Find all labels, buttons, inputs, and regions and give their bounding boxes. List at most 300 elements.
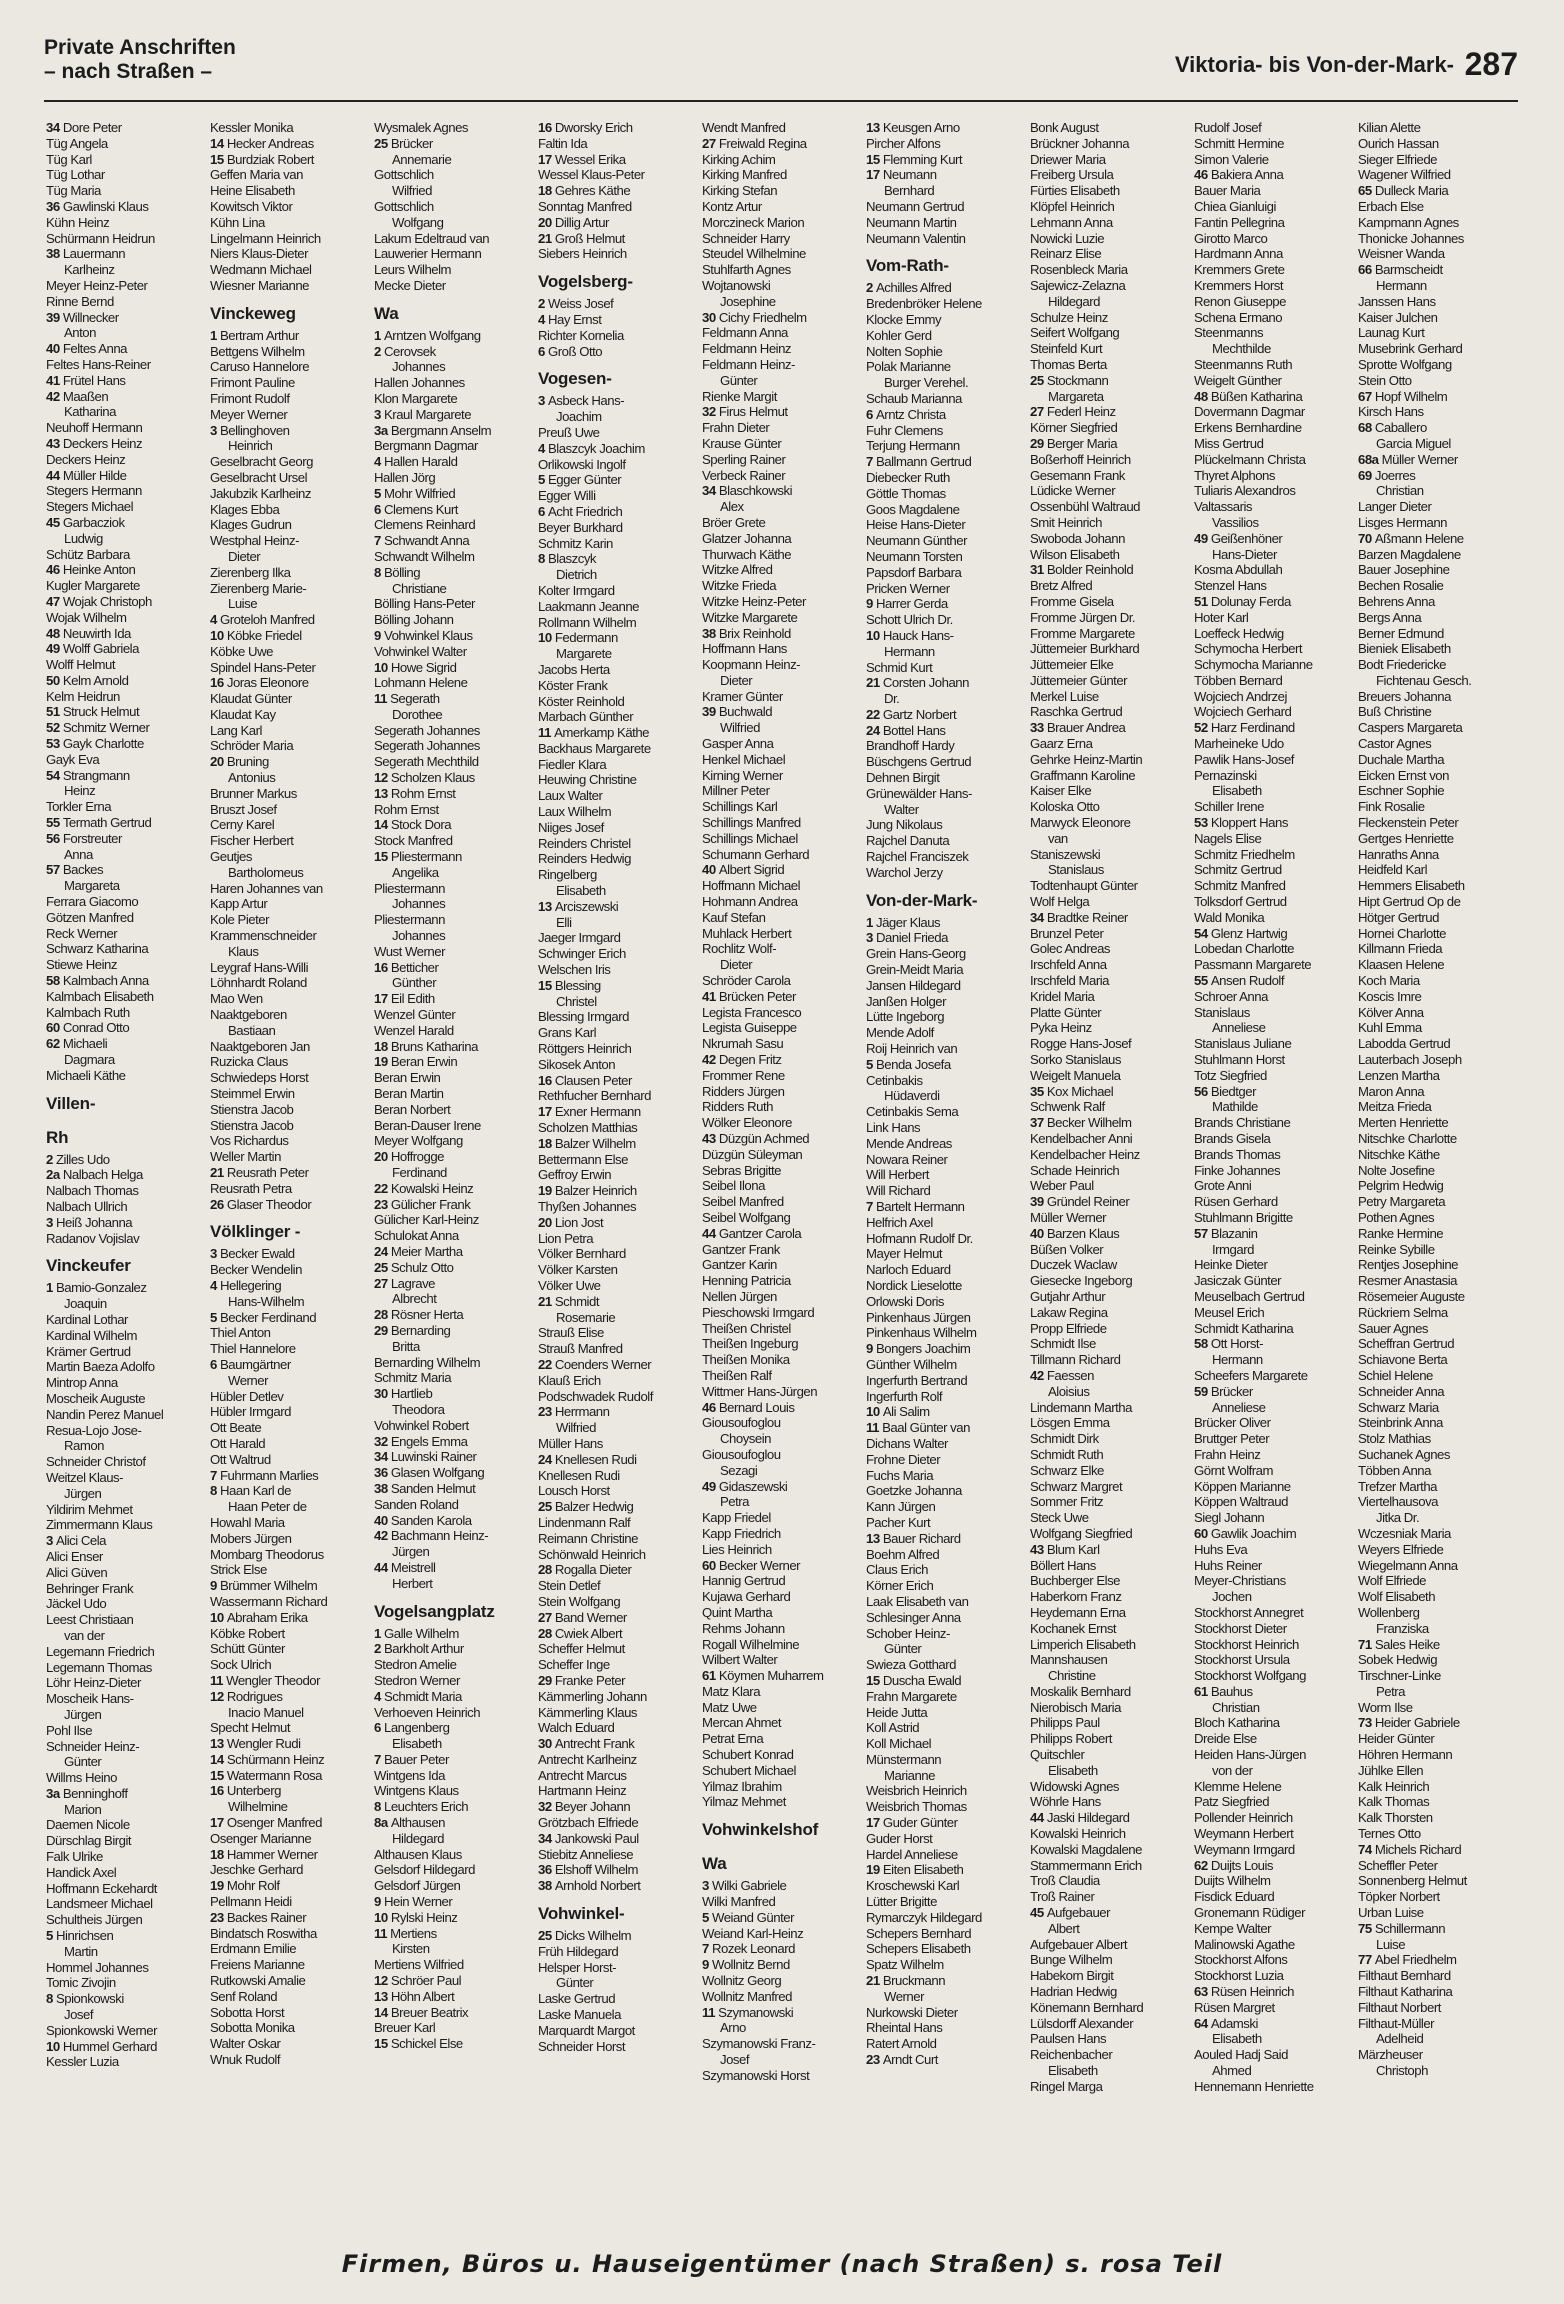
listing-entry: Geffroy Erwin [538, 1167, 612, 1183]
listing-entry: Müller Werner [1030, 1209, 1107, 1225]
listing-entry: Todtenhaupt Günter [1030, 878, 1138, 894]
listing-entry: Gehrke Heinz-Martin [1030, 751, 1143, 767]
house-number: 17 [374, 991, 391, 1007]
house-number: 18 [538, 183, 555, 199]
listing-entry: Sorko Stanislaus [1030, 1052, 1121, 1068]
listing-entry: Fiedler Klara [538, 756, 607, 772]
listing-entry: Pernazinski [1194, 767, 1257, 783]
listing-entry: 44 Jaski Hildegard [1030, 1810, 1130, 1826]
listing-entry: Orlowski Doris [866, 1293, 944, 1309]
listing-entry: Theißen Monika [702, 1352, 790, 1368]
listing-entry: Gronemann Rüdiger [1194, 1905, 1305, 1921]
listing-entry: Schröder Maria [210, 738, 294, 754]
listing-entry: Rohm Ernst [374, 801, 439, 817]
listing-entry: Sauer Agnes [1358, 1320, 1429, 1336]
listing-entry: Erkens Bernhardine [1194, 420, 1302, 436]
listing-entry: Faltin Ida [538, 135, 588, 151]
listing-entry: Schena Ermano [1194, 309, 1283, 325]
listing-entry: 66 Barmscheidt [1358, 262, 1443, 278]
listing-entry: Jasiczak Günter [1194, 1273, 1282, 1289]
house-number: 13 [538, 898, 555, 914]
listing-entry: 10 Howe Sigrid [374, 659, 457, 675]
house-number: 4 [210, 612, 220, 628]
listing-entry: Wiesner Marianne [210, 277, 310, 293]
listing-continuation: Christian [1212, 1699, 1260, 1715]
listing-entry: Lakaw Regina [1030, 1304, 1108, 1320]
house-number: 12 [210, 1688, 227, 1704]
house-number: 62 [46, 1036, 63, 1052]
listing-entry: Rheintal Hans [866, 2020, 943, 2036]
listing-continuation: Wilfried [392, 183, 432, 199]
listing-continuation: Elisabeth [1048, 2063, 1098, 2079]
listing-entry: 5 Becker Ferdinand [210, 1309, 317, 1325]
listing-entry: Ratert Arnold [866, 2036, 937, 2052]
listing-entry: Theißen Christel [702, 1320, 791, 1336]
listing-entry: Stammermann Erich [1030, 1857, 1142, 1873]
listing-entry: 29 Bernarding [374, 1322, 451, 1338]
listing-continuation: Hermann [1376, 277, 1427, 293]
listing-entry: Bölling Johann [374, 612, 454, 628]
listing-entry: Stockhorst Heinrich [1194, 1636, 1299, 1652]
house-number: 3 [702, 1878, 712, 1894]
listing-entry: Trefzer Martha [1358, 1478, 1437, 1494]
listing-entry: Hardmann Anna [1194, 246, 1283, 262]
listing-entry: Weisbrich Thomas [866, 1799, 967, 1815]
listing-continuation: Hans-Wilhelm [228, 1293, 305, 1309]
house-number: 43 [702, 1131, 719, 1146]
listing-entry: Thomas Berta [1030, 356, 1107, 372]
listing-entry: Schulokat Anna [374, 1228, 459, 1244]
listing-entry: Brückner Johanna [1030, 135, 1130, 151]
listing-entry: Fisdick Eduard [1194, 1889, 1275, 1905]
listing-entry: Mannshausen [1030, 1652, 1108, 1668]
house-number: 10 [210, 627, 227, 643]
house-number: 15 [210, 151, 227, 167]
listing-entry: Wolf Elfriede [1358, 1573, 1427, 1589]
listing-entry: Heydemann Erna [1030, 1604, 1126, 1620]
listing-entry: Gutjahr Arthur [1030, 1288, 1106, 1304]
listing-entry: 2 Weiss Josef [538, 296, 614, 312]
listing-entry: Lohmann Helene [374, 675, 468, 691]
listing-entry: Witzke Frieda [702, 578, 777, 594]
listing-entry: Heine Elisabeth [210, 183, 295, 199]
listing-entry: 1 Bamio-Gonzalez [46, 1280, 147, 1296]
listing-entry: Rochlitz Wolf- [702, 941, 777, 957]
listing-continuation: Theodora [392, 1401, 445, 1417]
listing-entry: Kridel Maria [1030, 988, 1095, 1004]
listing-entry: Neumann Valentin [866, 230, 966, 246]
listing-entry: 11 Baal Günter van [866, 1420, 970, 1436]
listing-continuation: Hermann [884, 643, 935, 659]
house-number: 2 [46, 1151, 56, 1167]
listing-entry: 4 Blaszcyk Joachim [538, 440, 645, 456]
listing-entry: Hübler Detlev [210, 1388, 284, 1404]
listing-entry: Lion Petra [538, 1230, 594, 1246]
listing-entry: Simon Valerie [1194, 151, 1269, 167]
listing-entry: Schade Heinrich [1030, 1162, 1120, 1178]
house-number: 9 [702, 1957, 712, 1973]
listing-entry: Meuselbach Gertrud [1194, 1288, 1305, 1304]
listing-entry: 12 Rodrigues [210, 1688, 283, 1704]
listing-entry: 17 Neumann [866, 167, 937, 183]
listing-entry: Filthaut Bernhard [1358, 1968, 1451, 1984]
listing-entry: Passmann Margarete [1194, 957, 1312, 973]
house-number: 13 [374, 1988, 391, 2004]
listing-entry: Duczek Waclaw [1030, 1257, 1117, 1273]
listing-entry: 3 Bellinghoven [210, 422, 290, 438]
listing-entry: 55 Termath Gertrud [46, 815, 152, 831]
listing-continuation: Albrecht [392, 1291, 437, 1307]
listing-entry: Beran Martin [374, 1086, 444, 1102]
listing-entry: Moscheik Hans- [46, 1691, 134, 1707]
listing-entry: Rollmann Wilhelm [538, 614, 637, 630]
listing-entry: Legemann Thomas [46, 1659, 152, 1675]
listing-entry: Müller Hans [538, 1435, 603, 1451]
listing-entry: Berner Edmund [1358, 625, 1444, 641]
listing-entry: 23 Herrmann [538, 1404, 610, 1420]
listing-entry: 20 Dillig Artur [538, 214, 609, 230]
listing-entry: Mende Adolf [866, 1025, 934, 1041]
listing-continuation: van [1048, 830, 1068, 846]
listing-entry: Kapp Friedel [702, 1510, 771, 1526]
listing-entry: Klocke Emmy [866, 311, 942, 327]
house-number: 15 [866, 1672, 883, 1688]
listing-entry: Jeschke Gerhard [210, 1862, 303, 1878]
listing-continuation: Wolfgang [392, 214, 444, 230]
house-number: 21 [538, 1293, 555, 1309]
listing-entry: Antrecht Marcus [538, 1767, 627, 1783]
house-number: 15 [374, 849, 391, 865]
listing-entry: Freiens Marianne [210, 1957, 305, 1973]
listing-entry: Schwarz Maria [1358, 1399, 1439, 1415]
house-number: 55 [1194, 973, 1211, 989]
listing-entry: Kampmann Agnes [1358, 214, 1459, 230]
listing-entry: Martin Baeza Adolfo [46, 1359, 155, 1375]
street-heading: Vohwinkel- [538, 1904, 625, 1924]
listing-entry: 14 Stock Dora [374, 817, 452, 833]
listing-entry: Heidfeld Karl [1358, 862, 1427, 878]
page-header [44, 36, 1518, 100]
listing-entry: Kühn Heinz [46, 214, 110, 230]
listing-entry: Lisges Hermann [1358, 514, 1448, 530]
listing-continuation: Günter [64, 1754, 102, 1770]
listing-entry: Hanraths Anna [1358, 846, 1439, 862]
listing-entry: Ruzicka Claus [210, 1054, 288, 1070]
listing-entry: 59 Brücker [1194, 1383, 1253, 1399]
listing-entry: Strauß Elise [538, 1325, 604, 1341]
listing-entry: Kardinal Lothar [46, 1311, 128, 1327]
listing-entry: Ridders Jürgen [702, 1083, 785, 1099]
listing-entry: 3a Benninghoff [46, 1785, 128, 1801]
listing-entry: Düzgün Süleyman [702, 1146, 803, 1162]
house-number: 3a [46, 1785, 63, 1801]
listing-entry: Bernarding Wilhelm [374, 1354, 481, 1370]
listing-continuation: Walter [884, 801, 919, 817]
listing-entry: Irschfeld Maria [1030, 973, 1109, 989]
listing-entry: Graffmann Karoline [1030, 767, 1136, 783]
listing-entry: Backhaus Margarete [538, 740, 651, 756]
listing-entry: Schürmann Heidrun [46, 230, 155, 246]
listing-entry: Sikosek Anton [538, 1056, 616, 1072]
listing-entry: Mercan Ahmet [702, 1715, 782, 1731]
house-number: 15 [210, 1767, 227, 1783]
house-number: 59 [1194, 1383, 1211, 1399]
listing-entry: Freiberg Ursula [1030, 167, 1114, 183]
listing-entry: Kremmers Horst [1194, 277, 1283, 293]
listing-entry: 14 Schürmann Heinz [210, 1751, 325, 1767]
listing-entry: Rückriem Selma [1358, 1304, 1448, 1320]
listing-continuation: Johannes [392, 928, 446, 944]
listing-entry: 58 Ott Horst- [1194, 1336, 1263, 1352]
listing-entry: Lousch Horst [538, 1483, 610, 1499]
listing-entry: 60 Conrad Otto [46, 1020, 130, 1036]
section-title-line2: – nach Straßen – [44, 60, 213, 83]
listing-entry: Matz Klara [702, 1683, 761, 1699]
house-number: 34 [702, 483, 719, 499]
house-number: 21 [866, 1973, 883, 1989]
listing-entry: Viertelhausova [1358, 1494, 1438, 1510]
listing-column [702, 120, 866, 2210]
listing-entry: Matz Uwe [702, 1699, 757, 1715]
listing-entry: Stegers Hermann [46, 483, 142, 499]
listing-entry: Wolfgang Siegfried [1030, 1525, 1133, 1541]
listing-entry: 13 Bauer Richard [866, 1530, 961, 1546]
listing-entry: Rogge Hans-Josef [1030, 1036, 1132, 1052]
listing-entry: 25 Schulz Otto [374, 1259, 454, 1275]
listing-entry: Hemmers Elisabeth [1358, 878, 1465, 894]
listing-continuation: Bastiaan [228, 1022, 276, 1038]
listing-continuation: Günter [556, 1975, 594, 1991]
listing-entry: 27 Federl Heinz [1030, 404, 1116, 420]
listing-entry: Reusrath Petra [210, 1180, 292, 1196]
listing-entry: 41 Brücken Peter [702, 988, 796, 1004]
listing-entry: Laux Walter [538, 788, 603, 804]
house-number: 13 [866, 120, 883, 135]
listing-entry: Wolff Helmut [46, 657, 115, 673]
listing-entry: Feldmann Heinz- [702, 356, 795, 372]
listing-entry: Stenzel Hans [1194, 578, 1267, 594]
listing-entry: Kowalski Heinrich [1030, 1826, 1126, 1842]
listing-entry: Nalbach Ullrich [46, 1199, 128, 1214]
listing-entry: Weigelt Günther [1194, 372, 1282, 388]
listing-entry: Weller Martin [210, 1149, 281, 1165]
listing-entry: Pacher Kurt [866, 1514, 931, 1530]
listing-entry: Wust Werner [374, 943, 445, 959]
house-number: 19 [866, 1862, 883, 1878]
house-number: 4 [374, 454, 384, 470]
listing-entry: Zierenberg Ilka [210, 564, 291, 580]
listing-continuation: Ahmed [1212, 2063, 1252, 2079]
listing-entry: 15 Watermann Rosa [210, 1767, 322, 1783]
listing-column [210, 120, 374, 2210]
listing-entry: Meitza Frieda [1358, 1099, 1432, 1115]
listing-entry: Stuhlmann Brigitte [1194, 1209, 1293, 1225]
listing-entry: Erbach Else [1358, 198, 1424, 214]
listing-continuation: Adelheid [1376, 2031, 1424, 2047]
listing-entry: 9 Wollnitz Bernd [702, 1957, 790, 1973]
listing-continuation: Anneliese [1212, 1020, 1266, 1036]
listing-entry: Schwarz Margret [1030, 1478, 1123, 1494]
listing-entry: Göttle Thomas [866, 485, 946, 501]
listing-entry: Tirschner-Linke [1358, 1668, 1441, 1684]
house-number: 49 [1194, 530, 1211, 546]
listing-entry: Troß Claudia [1030, 1873, 1100, 1889]
listing-entry: Mobers Jürgen [210, 1530, 292, 1546]
listing-entry: Sebras Brigitte [702, 1162, 781, 1178]
listing-continuation: Vassilios [1212, 514, 1259, 530]
listing-entry: Propp Elfriede [1030, 1320, 1107, 1336]
listing-entry: Jaeger Irmgard [538, 930, 621, 946]
listing-entry: Fleckenstein Peter [1358, 815, 1459, 831]
listing-entry: Thyßen Johannes [538, 1199, 637, 1214]
listing-entry: 6 Baumgärtner [210, 1356, 291, 1372]
listing-continuation: Margarete [556, 646, 612, 662]
listing-entry: Goetzke Johanna [866, 1483, 962, 1499]
listing-entry: Alici Enser [46, 1548, 103, 1564]
listing-entry: Tüg Karl [46, 151, 92, 167]
listing-entry: 13 Arciszewski [538, 898, 619, 914]
listing-entry: Diebecker Ruth [866, 469, 950, 485]
listing-entry: Köbke Robert [210, 1625, 285, 1641]
listing-entry: Koch Maria [1358, 973, 1420, 989]
listing-entry: 39 Gründel Reiner [1030, 1194, 1130, 1210]
listing-entry: 17 Wessel Erika [538, 151, 626, 167]
house-number: 5 [374, 485, 384, 501]
house-number: 57 [1194, 1225, 1211, 1241]
listing-entry: Ott Waltrud [210, 1451, 271, 1467]
listing-entry: Günther Wilhelm [866, 1356, 957, 1372]
listing-entry: Nolten Sophie [866, 343, 943, 359]
listing-entry: Schneider Anna [1358, 1383, 1445, 1399]
listing-entry: Jüttemeier Elke [1030, 657, 1114, 673]
listing-entry: Maron Anna [1358, 1083, 1425, 1099]
house-number: 68a [1358, 451, 1382, 467]
listing-entry: Lösgen Emma [1030, 1415, 1110, 1431]
listing-entry: Yilmaz Ibrahim [702, 1778, 782, 1794]
listing-entry: Aouled Hadj Said [1194, 2047, 1288, 2063]
listing-entry: 39 Buchwald [702, 704, 773, 720]
listing-continuation: Fichtenau Gesch. [1376, 672, 1472, 688]
listing-continuation: Hildegard [1048, 293, 1100, 309]
listing-entry: Weitzel Klaus- [46, 1469, 124, 1485]
listing-entry: Leygraf Hans-Willi [210, 959, 308, 975]
listing-entry: Steimmel Erwin [210, 1086, 295, 1102]
house-number: 7 [374, 533, 384, 549]
listing-entry: 9 Vohwinkel Klaus [374, 627, 473, 643]
listing-entry: Neumann Martin [866, 214, 957, 230]
listing-entry: Schmitz Karin [538, 535, 613, 551]
listing-entry: Pliestermann [374, 880, 445, 896]
listing-entry: Bauer Maria [1194, 183, 1261, 199]
listing-entry: Irschfeld Anna [1030, 957, 1107, 973]
house-number: 22 [538, 1356, 555, 1372]
listing-continuation: Joaquin [64, 1296, 107, 1312]
listing-entry: 11 Amerkamp Käthe [538, 725, 649, 741]
listing-entry: Gantzer Karin [702, 1257, 777, 1273]
house-number: 4 [374, 1688, 384, 1704]
listing-entry: 1 Jäger Klaus [866, 914, 941, 930]
listing-entry: 15 Blessing [538, 977, 601, 993]
listing-entry: Pinkenhaus Wilhelm [866, 1325, 977, 1341]
listing-entry: Aufgebauer Albert [1030, 1936, 1128, 1952]
listing-entry: Blessing Irmgard [538, 1009, 629, 1025]
listing-entry: Köbke Uwe [210, 643, 273, 659]
listing-entry: Hötger Gertrud [1358, 909, 1439, 925]
listing-entry: Frohne Dieter [866, 1451, 941, 1467]
listing-entry: Neumann Torsten [866, 548, 963, 564]
listing-entry: Fürties Elisabeth [1030, 183, 1120, 199]
house-number: 8 [210, 1483, 220, 1499]
house-number: 24 [538, 1451, 555, 1467]
listing-entry: Landsmeer Michael [46, 1896, 153, 1912]
listing-entry: 26 Glaser Theodor [210, 1196, 312, 1212]
listing-entry: Beran Erwin [374, 1070, 441, 1086]
listing-entry: Platte Günter [1030, 1004, 1102, 1020]
street-heading: Vom-Rath- [866, 256, 949, 276]
listing-entry: Brunner Markus [210, 785, 297, 801]
listing-entry: 5 Egger Günter [538, 472, 622, 488]
listing-entry: Scheffran Gertrud [1358, 1336, 1455, 1352]
listing-entry: Sobek Hedwig [1358, 1652, 1438, 1668]
listing-entry: 5 Mohr Wilfried [374, 485, 456, 501]
house-number: 45 [1030, 1905, 1047, 1921]
listing-entry: Kujawa Gerhard [702, 1589, 791, 1605]
house-number: 46 [1194, 167, 1211, 183]
house-number: 44 [374, 1559, 391, 1575]
listing-entry: Dichans Walter [866, 1435, 948, 1451]
listing-entry: 16 Joras Eleonore [210, 675, 309, 691]
listing-entry: Wagener Wilfried [1358, 167, 1451, 183]
footer-note: Firmen, Büros u. Hauseigentümer (nach Straßen) s. rosa Teil [341, 2250, 1223, 2278]
house-number: 1 [374, 327, 384, 343]
listing-entry: Schiel Helene [1358, 1367, 1433, 1383]
listing-continuation: Arno [720, 2020, 746, 2036]
listing-entry: Kämmerling Johann [538, 1688, 647, 1704]
listing-entry: Laak Elisabeth van [866, 1593, 969, 1609]
listing-entry: 3 Kraul Margarete [374, 406, 472, 422]
listing-entry: Westphal Heinz- [210, 533, 300, 549]
listing-entry: Segerath Mechthild [374, 754, 479, 770]
listing-entry: Koll Astrid [866, 1720, 920, 1736]
house-number: 15 [374, 2036, 391, 2052]
listing-continuation: Burger Verehel. [884, 375, 969, 391]
listing-entry: Mayer Helmut [866, 1246, 943, 1262]
listing-entry: Glatzer Johanna [702, 530, 792, 546]
listing-entry: 41 Frütel Hans [46, 372, 126, 388]
listing-entry: Nordick Lieselotte [866, 1277, 962, 1293]
listing-entry: 6 Clemens Kurt [374, 501, 458, 517]
listing-entry: Goos Magdalene [866, 501, 960, 517]
house-number: 36 [538, 1862, 555, 1878]
listing-entry: Rymarczyk Hildegard [866, 1909, 982, 1925]
listing-entry: 18 Hammer Werner [210, 1846, 318, 1862]
listing-entry: Kosma Abdullah [1194, 562, 1283, 578]
house-number: 38 [538, 1878, 555, 1894]
listing-entry: Stockhorst Wolfgang [1194, 1668, 1306, 1684]
listing-entry: Ott Harald [210, 1435, 266, 1451]
listing-entry: Dreide Else [1194, 1731, 1257, 1747]
house-number: 15 [538, 977, 555, 993]
listing-entry: Brands Thomas [1194, 1146, 1281, 1162]
listing-entry: 24 Knellesen Rudi [538, 1451, 637, 1467]
listing-entry: Podschwadek Rudolf [538, 1388, 653, 1404]
listing-continuation: Hildegard [392, 1830, 444, 1846]
listing-entry: 7 Ballmann Gertrud [866, 454, 972, 470]
listing-entry: Schubert Michael [702, 1762, 796, 1778]
listing-entry: Wojciech Andrzej [1194, 688, 1287, 704]
listing-entry: 36 Glasen Wolfgang [374, 1465, 485, 1481]
listing-entry: Filthaut Katharina [1358, 1984, 1453, 2000]
